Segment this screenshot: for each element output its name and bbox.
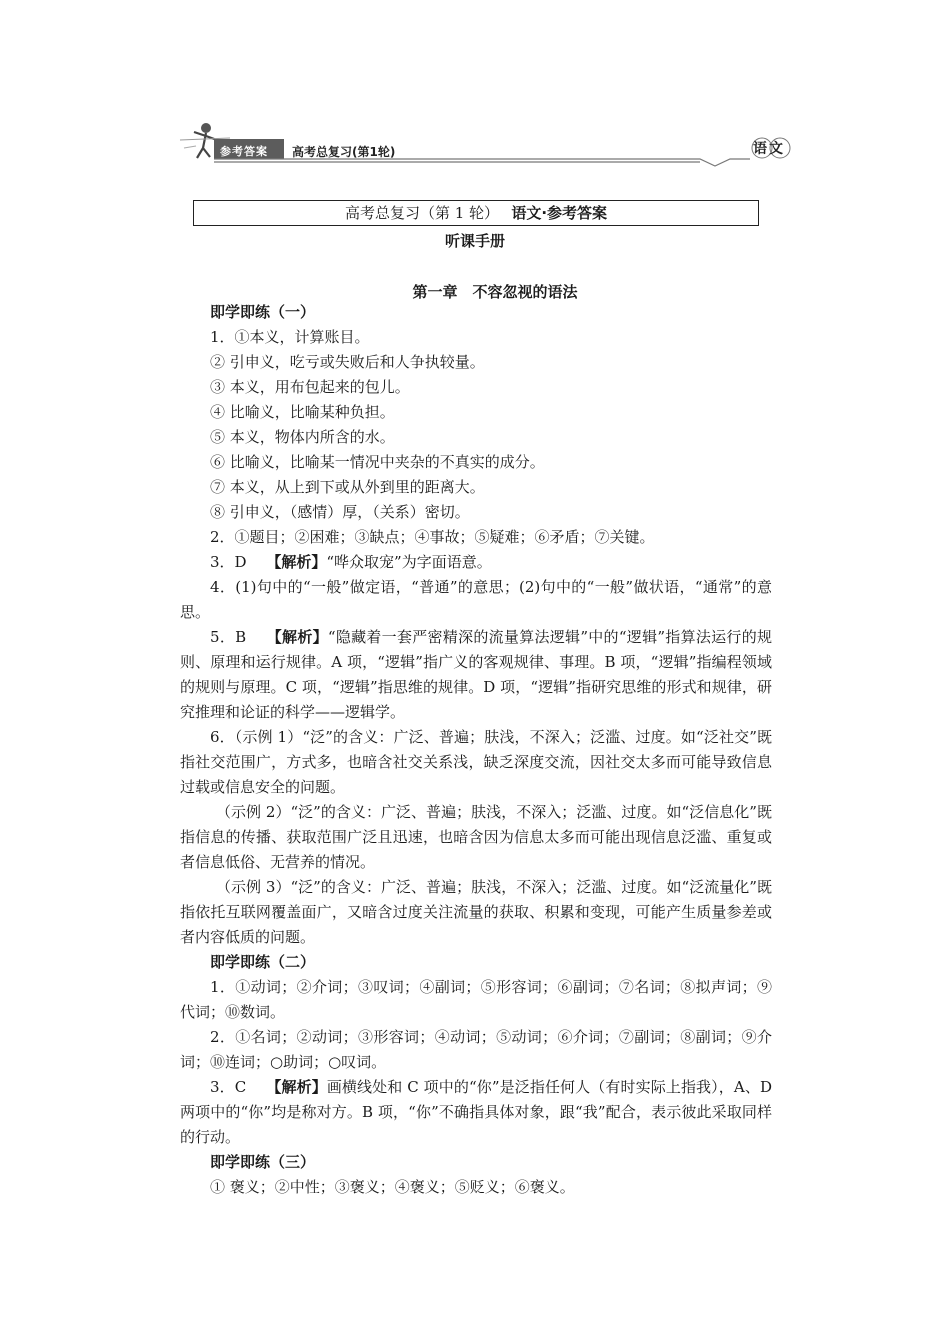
answer-line [180,1075,772,1150]
analysis-text: 画横线处和 C 项中的“你”是泛指任何人（有时实际上指我），A、D 两项中的“你”均是称对方。B 项，“你”不确指具体对象，跟“我”配合，表示彼此采取同样的行动。 [180,1078,772,1146]
subject-mark: 语文 [753,141,785,157]
title-part-1: 高考总复习（第 1 轮） [344,204,492,222]
answer-line: 2．①名词；②动词；③形容词；④动词；⑤动词；⑥介词；⑦副词；⑧副词；⑨介词；⑩连词；○助词；○叹词。 [180,1028,772,1071]
section-heading: 即学即练（三） [210,1153,316,1171]
answer-line: 1．①本义，计算账目。 [210,328,370,346]
page-header [170,118,800,168]
analysis-text: “哗众取宠”为字面语意。 [326,553,492,571]
analysis-tag: 【解析】 [266,628,328,646]
answer-line [180,625,772,725]
analysis-text: “隐藏着一套严密精深的流量算法逻辑”中的“逻辑”指算法运行的规则、原理和运行规律。A 项，“逻辑”指广义的客观规律、事理。B 项，“逻辑”指编程领域的规则与原理。C 项，“逻辑”指思维的规律。D 项，“逻辑”指研究思维的形式和规律，研究推理和论证的科学——逻辑学。 [180,628,772,721]
analysis-tag: 【解析】 [266,1078,327,1096]
answer-line: ⑥ 比喻义，比喻某一情况中夹杂的不真实的成分。 [210,453,545,471]
answer-line: 6．（示例 1）“泛”的含义：广泛、普遍；肤浅，不深入；泛滥、过度。如“泛社交”既指社交范围广，方式多，也暗含社交关系浅，缺乏深度交流，因社交太多而可能导致信息过载或信息安全的问题。 [180,728,772,796]
document-title-box [193,200,759,226]
answer-line: ⑦ 本义，从上到下或从外到里的距离大。 [210,478,485,496]
answer-line: （示例 3）“泛”的含义：广泛、普遍；肤浅，不深入；泛滥、过度。如“泛流量化”既指依托互联网覆盖面广，又暗含过度关注流量的获取、积累和变现，可能产生质量参差或者内容低质的问题。 [180,878,772,946]
answer-content [180,300,772,1200]
header-subtitle: 高考总复习(第1轮) [292,145,396,159]
answer-choice: 5．B [210,628,247,646]
manual-title: 听课手册 [444,232,505,250]
answer-line: ③ 本义，用布包起来的包儿。 [210,378,410,396]
answer-line: ⑤ 本义，物体内所含的水。 [210,428,395,446]
answer-badge-label: 参考答案 [220,145,268,158]
section-heading: 即学即练（一） [210,303,316,321]
answer-line: （示例 2）“泛”的含义：广泛、普遍；肤浅，不深入；泛滥、过度。如“泛信息化”既指信息的传播、获取范围广泛且迅速，也暗含因为信息太多而可能出现信息泛滥、重复或者信息低俗、无营养的情况。 [180,803,772,871]
answer-choice: 3．C [210,1078,247,1096]
answer-line: ④ 比喻义，比喻某种负担。 [210,403,395,421]
answer-choice: 3．D [210,553,247,571]
section-heading: 即学即练（二） [210,953,316,971]
answer-line: 2．①题目；②困难；③缺点；④事故；⑤疑难；⑥矛盾；⑦关键。 [210,528,655,546]
answer-line [180,550,772,575]
header-rule [214,159,750,166]
chapter-title: 第一章 不容忽视的语法 [412,283,578,301]
answer-line: ② 引申义，吃亏或失败后和人争执较量。 [210,353,485,371]
analysis-tag: 【解析】 [266,553,327,571]
answer-line: 4．(1)句中的“一般”做定语，“普通”的意思；(2)句中的“一般”做状语，“通常”的意思。 [180,578,772,621]
answer-line: ⑧ 引申义，（感情）厚，（关系）密切。 [210,503,470,521]
answer-line: 1．①动词；②介词；③叹词；④副词；⑤形容词；⑥副词；⑦名词；⑧拟声词；⑨代词；⑩数词。 [180,978,772,1021]
answer-line: ① 褒义；②中性；③褒义；④褒义；⑤贬义；⑥褒义。 [210,1178,575,1196]
title-part-2: 语文·参考答案 [511,204,608,222]
